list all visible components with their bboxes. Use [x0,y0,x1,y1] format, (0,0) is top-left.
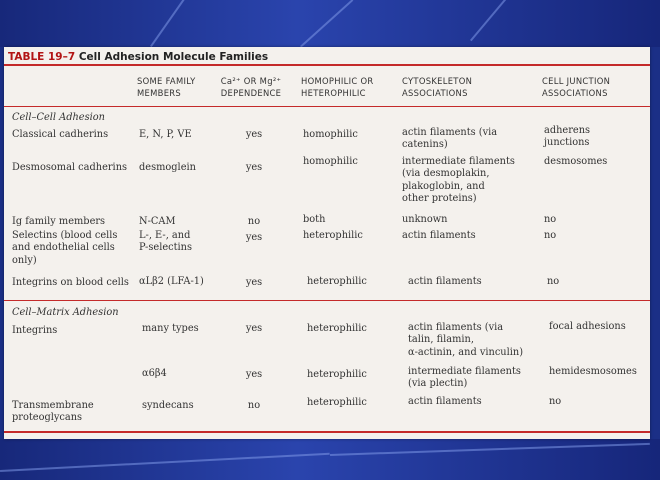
row-cytoskeleton: actin filaments (via talin, filamin, α-actinin, and vinculin) [408,322,524,358]
row-cytoskeleton: intermediate filaments (via plectin) [408,366,521,390]
header-family-members: SOME FAMILY MEMBERS [137,76,196,98]
row-junction: no [544,230,557,241]
row-members: syndecans [142,400,194,411]
row-cytoskeleton: unknown [402,214,448,225]
row-name: Ig family members [12,216,106,227]
row-name: Desmosomal cadherins [12,162,128,173]
row-type: heterophilic [307,276,367,287]
row-dependence: no [247,400,261,411]
row-dependence: yes [245,129,263,140]
row-name: Selectins (blood cells and endothelial cells only) [12,230,118,266]
row-dependence: no [247,216,261,227]
row-junction: no [547,276,560,287]
row-members: L-, E-, and P-selectins [139,230,193,254]
row-members: αLβ2 (LFA-1) [139,276,204,287]
header-cell-junction: CELL JUNCTION ASSOCIATIONS [542,76,611,98]
row-members: α6β4 [142,368,167,379]
row-cytoskeleton: actin filaments [408,396,482,407]
row-dependence: yes [245,162,263,173]
row-type: heterophilic [303,230,363,241]
row-type: heterophilic [307,323,367,334]
row-junction: adherens junctions [544,125,591,149]
header-cytoskeleton: CYTOSKELETON ASSOCIATIONS [402,76,473,98]
row-type: heterophilic [307,397,367,408]
row-junction: no [544,214,557,225]
row-junction: focal adhesions [549,321,626,332]
section-divider [4,300,650,301]
row-type: both [303,214,326,225]
table-title-text: Cell Adhesion Molecule Families [78,51,269,63]
table-title [8,51,268,63]
background-stripe-top [0,0,660,47]
row-dependence: yes [245,277,263,288]
row-name: Transmembrane proteoglycans [12,400,94,424]
table-bottom-rule [4,431,650,433]
header-rule [4,106,650,107]
row-members: E, N, P, VE [139,129,192,140]
row-name: Integrins on blood cells [12,277,129,288]
row-type: homophilic [303,156,358,167]
header-dependence: Ca²⁺ OR Mg²⁺ DEPENDENCE [220,76,282,98]
row-junction: desmosomes [544,156,608,167]
title-rule [4,64,650,66]
row-cytoskeleton: actin filaments (via catenins) [402,127,498,151]
row-cytoskeleton: intermediate filaments (via desmoplakin, plakoglobin, and other proteins) [402,156,515,205]
row-junction: no [549,396,562,407]
row-name: Classical cadherins [12,129,109,140]
row-junction: hemidesmosomes [549,366,637,377]
row-cytoskeleton: actin filaments [408,276,482,287]
row-name: Integrins [12,325,58,336]
row-dependence: yes [245,323,263,334]
section-cell-matrix: Cell–Matrix Adhesion [12,307,119,318]
row-members: many types [142,323,199,334]
row-members: N-CAM [139,216,176,227]
section-cell-cell: Cell–Cell Adhesion [12,112,105,123]
table-slide [4,47,650,439]
row-dependence: yes [245,232,263,243]
header-homophilic: HOMOPHILIC OR HETEROPHILIC [301,76,374,98]
table-label: TABLE 19–7 [8,51,76,63]
row-type: homophilic [303,129,358,140]
row-cytoskeleton: actin filaments [402,230,476,241]
row-members: desmoglein [139,162,196,173]
row-type: heterophilic [307,369,367,380]
row-dependence: yes [245,369,263,380]
